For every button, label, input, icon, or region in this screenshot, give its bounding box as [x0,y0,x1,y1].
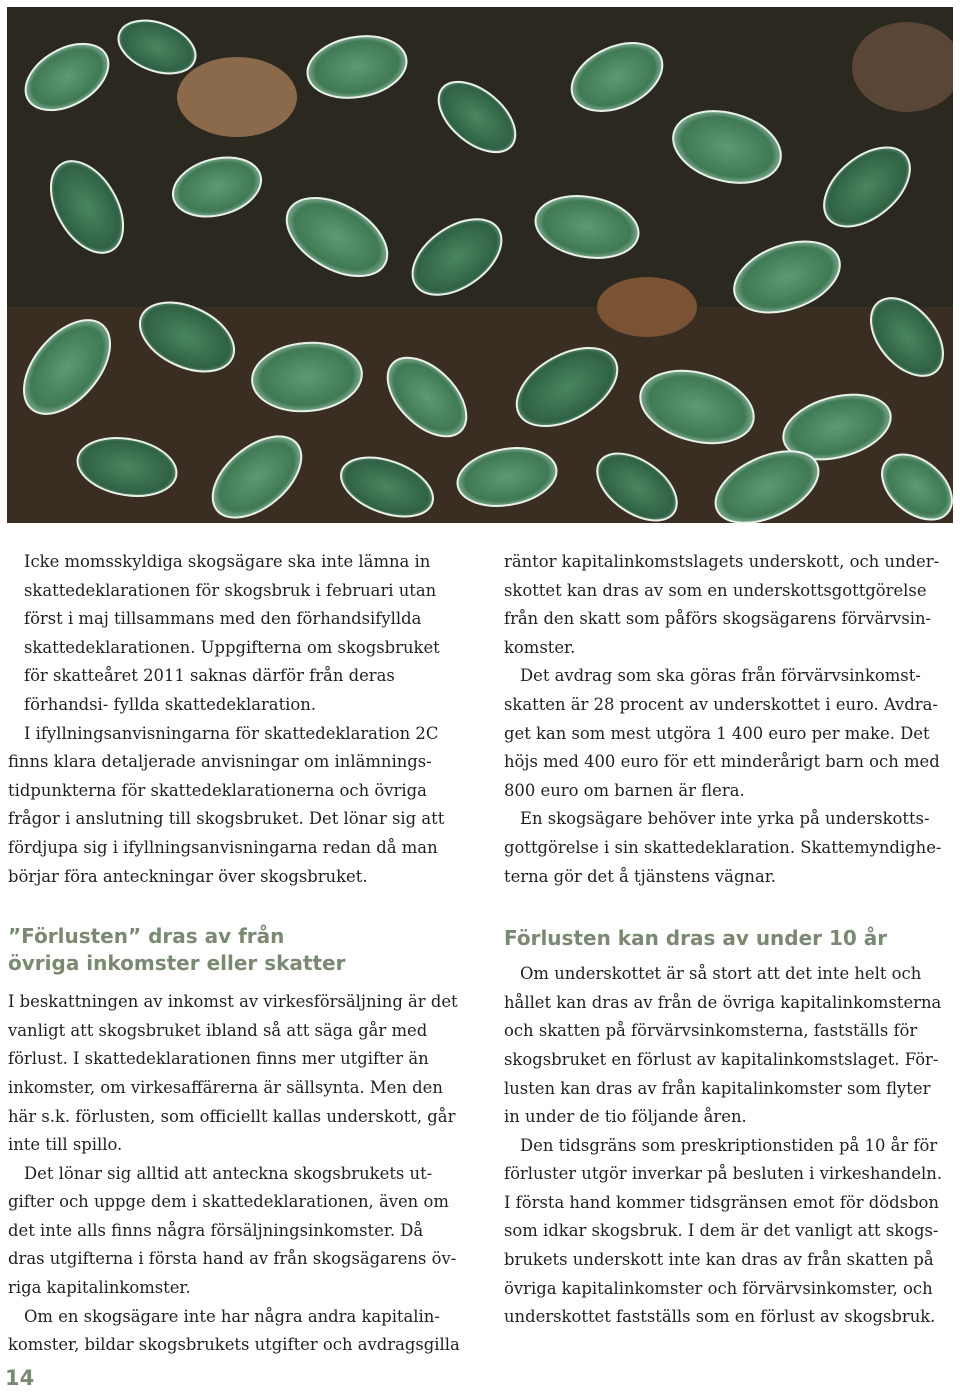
body-paragraph: Om en skogsägare inte har några andra kapitalin- komster, bildar skogsbrukets utgifter och avdragsgilla [8,1306,460,1355]
body-paragraph: Den tidsgräns som preskriptionstiden på 10 år för förluster utgör inverkar på besluten i virkeshandeln. I första hand kommer tidsgränsen emot för dödsbon som idkar skogsbruk. I dem är det vanligt att skogs- brukets underskott inte kan dras av från skatten på övriga kapitalinkomster och förvärvsinkomster, och underskottet fastställs som en förlust av skogsbruk. [504,1135,943,1327]
left-column [8,548,460,1360]
frosted-leaves-photo [7,7,953,523]
page-number: 14 [5,1366,35,1390]
body-paragraph: Om underskottet är så stort att det inte helt och hållet kan dras av från de övriga kapitalinkomsterna och skatten på förvärvsinkomsterna, fastställs för skogsbruket en förlust av kapitalinkomstslaget. För- lusten kan dras av från kapitalinkomster som flyter in under de tio följande åren. [504,964,942,1127]
section-heading-line2: övriga inkomster eller skatter [8,951,346,976]
section-heading [8,923,460,977]
section-heading: Förlusten kan dras av under 10 år [504,926,888,951]
right-column [504,548,944,1332]
intro-paragraph: räntor kapitalinkomstslagets underskott, och under- skottet kan dras av som en underskottsgottgörelse från den skatt som påförs skogsägarens förvärvsin- komster. [504,552,940,657]
section-heading-line1: ”Förlusten” dras av från [8,924,285,949]
intro-paragraph: Icke momsskyldiga skogsägare ska inte lämna in skattedeklarationen för skogsbruk i februari utan först i maj tillsammans med den förhandsifyllda skattedeklarationen. Uppgifterna om skogsbruket för skatteåret 2011 saknas därför från deras förhandsi- fyllda skattedeklaration. [24,552,440,714]
intro-paragraph: Det avdrag som ska göras från förvärvsinkomst- skatten är 28 procent av underskottet i euro. Avdra- get kan som mest utgöra 1 400 euro per make. Det höjs med 400 euro för ett minderårigt barn och med 800 euro om barnen är flera. [504,666,940,800]
body-paragraph: Det lönar sig alltid att anteckna skogsbrukets ut- gifter och uppge dem i skattedeklarationen, även om det inte alls finns några försäljningsinkomster. Då dras utgifterna i första hand av från skogsägarens öv- riga kapitalinkomster. [8,1163,457,1298]
body-paragraph: I beskattningen av inkomst av virkesförsäljning är det vanligt att skogsbruket ibland så att säga går med förlust. I skattedeklarationen finns mer utgifter än inkomster, om virkesaffärerna är sällsynta. Men den här s.k. förlusten, som officiellt kallas underskott, går inte till spillo. [8,992,458,1155]
intro-paragraph: En skogsägare behöver inte yrka på underskotts- gottgörelse i sin skattedeklaration. Skattemyndighe- terna gör det å tjänstens vägnar. [504,809,942,886]
intro-paragraph: I ifyllningsanvisningarna för skattedeklaration 2C finns klara detaljerade anvisningar om inlämnings- tidpunkterna för skattedeklarationerna och övriga frågor i anslutning till skogsbruket. Det lönar sig att fördjupa sig i ifyllningsanvisningarna redan då man börjar föra anteckningar över skogsbruket. [8,723,445,886]
